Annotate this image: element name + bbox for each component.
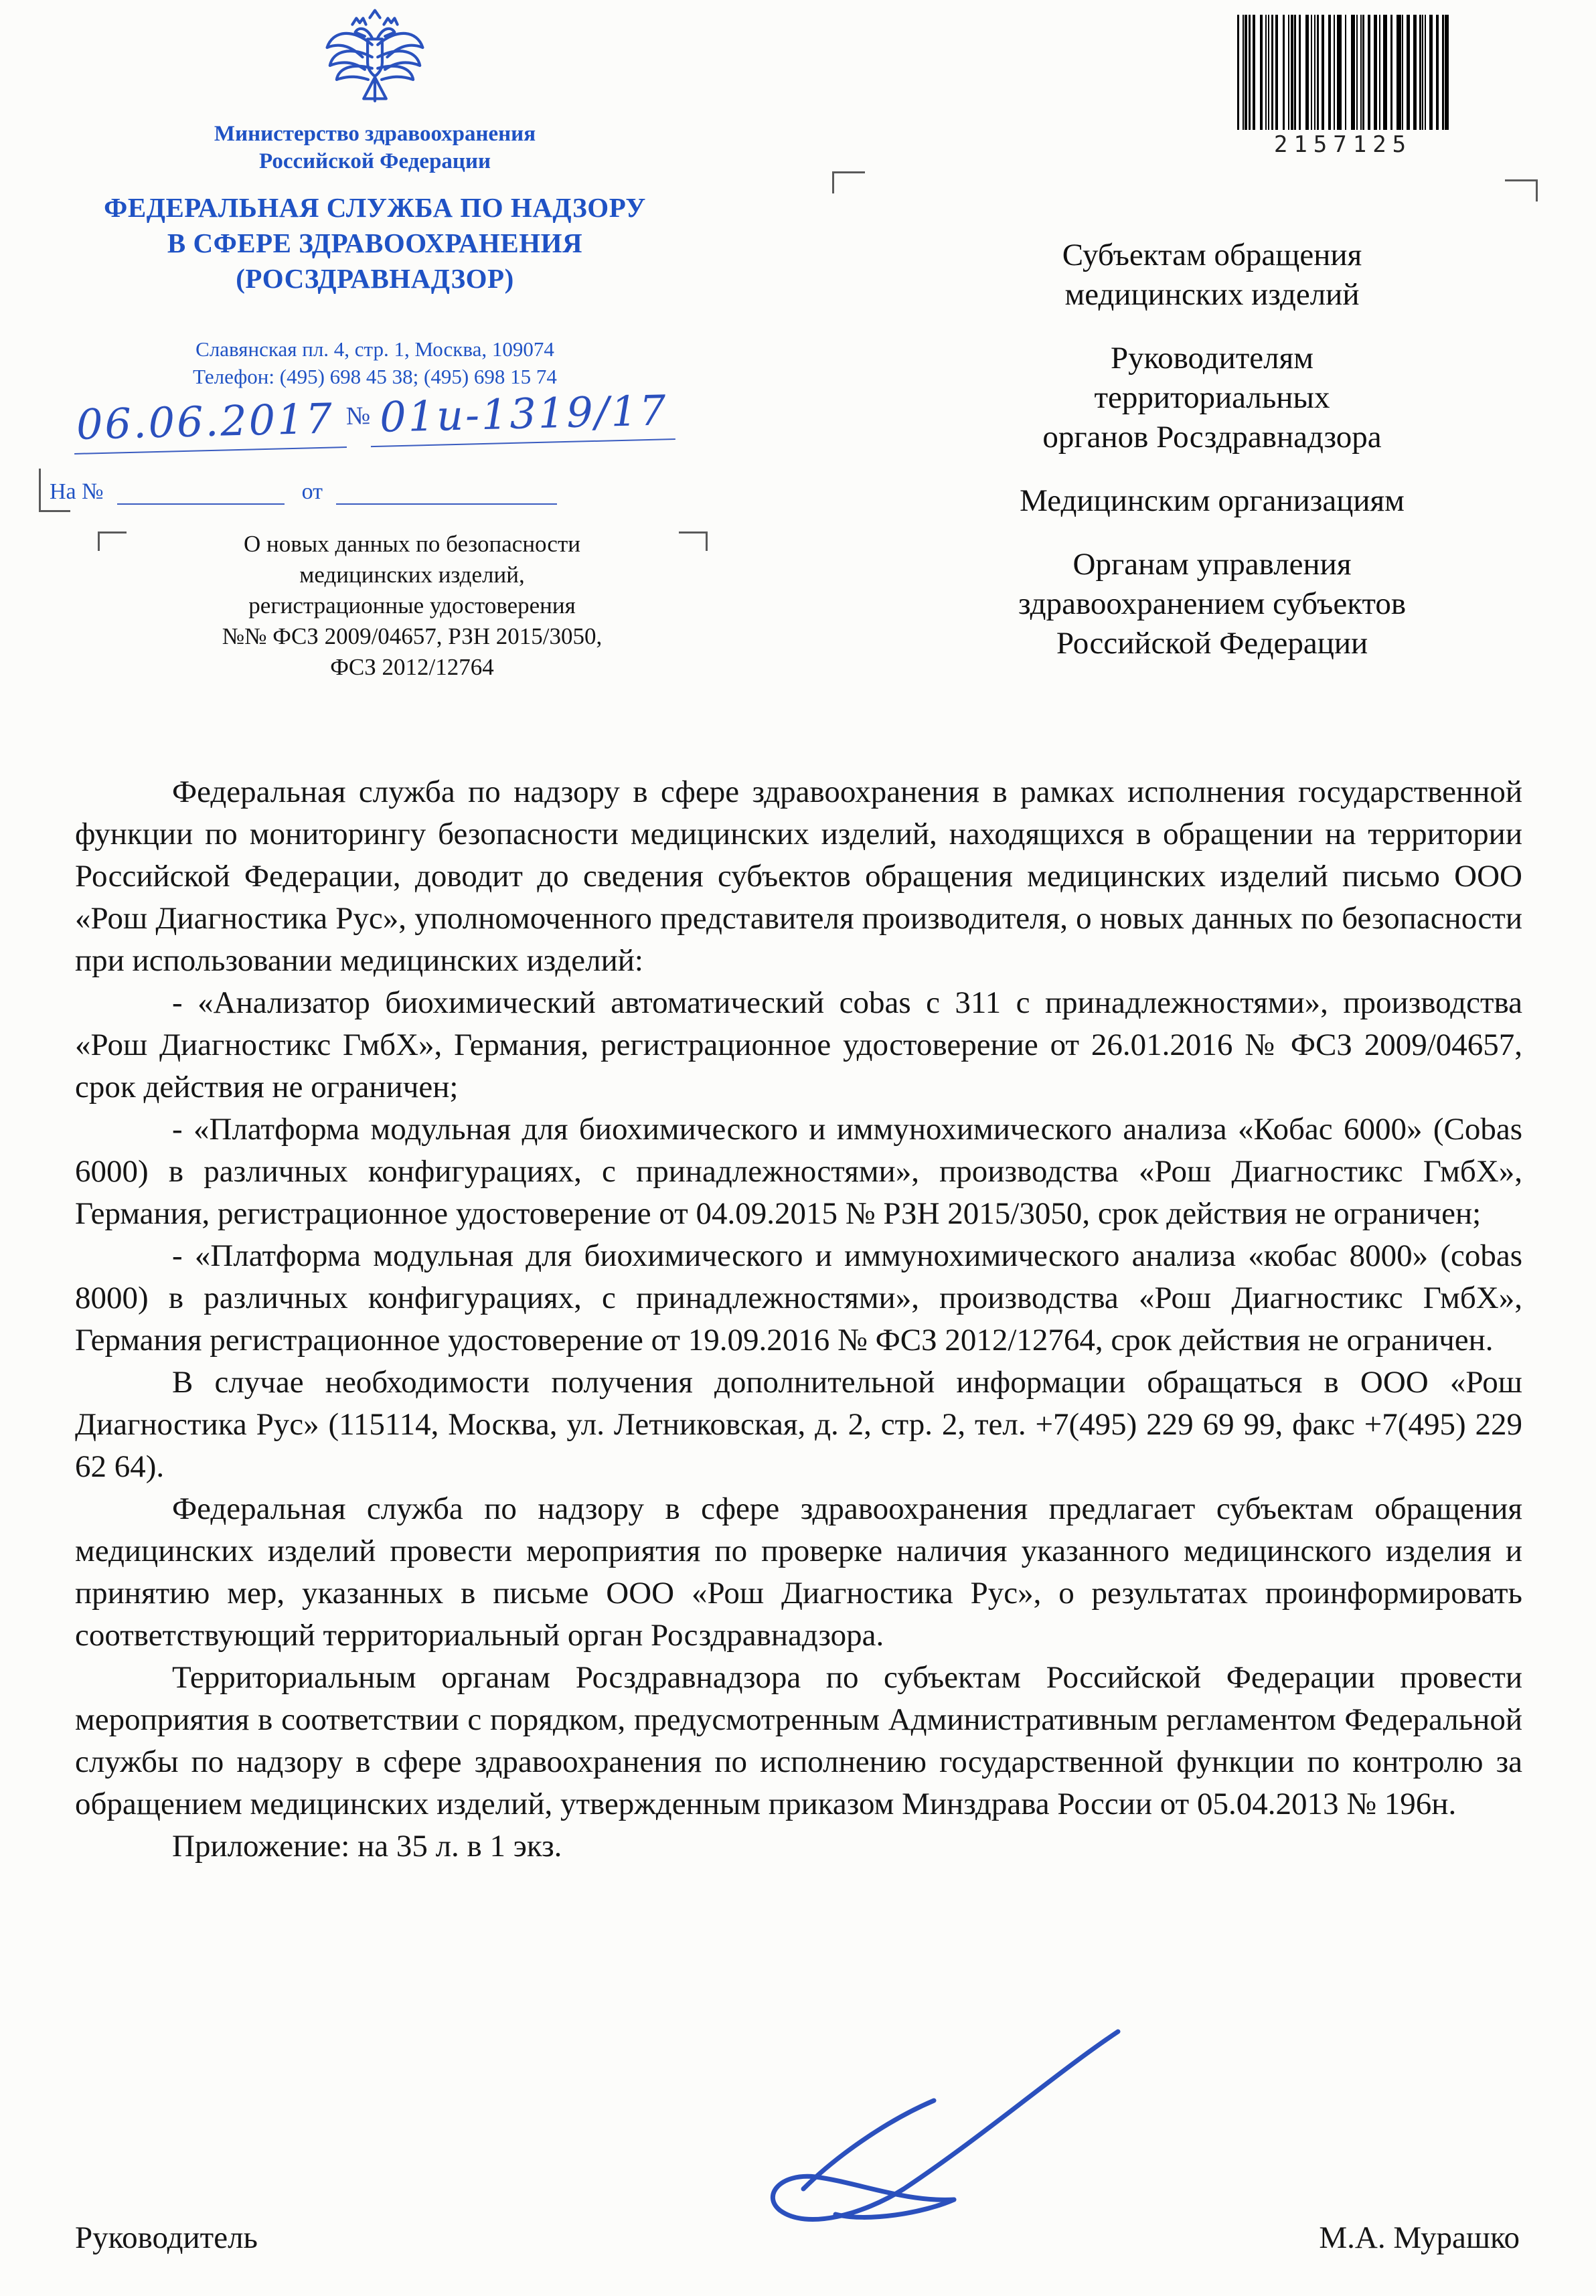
incoming-date-blank xyxy=(336,482,557,505)
addressee-line: органов Росздравнадзора xyxy=(1042,420,1382,455)
coat-of-arms-icon xyxy=(319,5,431,118)
attachment-note: Приложение: на 35 л. в 1 экз. xyxy=(172,1829,562,1864)
phone-line: Телефон: (495) 698 45 38; (495) 698 15 74 xyxy=(193,365,557,388)
corner-mark-reference-left xyxy=(39,469,70,512)
letter-body xyxy=(75,771,1522,1868)
paragraph-device-2: - «Платформа модульная для биохимического и иммунохимического анализа «Кобас 6000» (Cobas 6000) в различных конфигурациях, с принадлежностями», производства «Рош Диагностикс ГмбХ», Германия, регистрационное удостоверение от 04.09.2015 № РЗН 2015/3050, срок действия не ограничен; xyxy=(75,1112,1522,1231)
from-label: от xyxy=(301,479,323,504)
subject-block xyxy=(112,529,712,683)
addressee-line: здравоохранением субъектов xyxy=(1018,586,1407,621)
number-sign: № xyxy=(345,402,371,431)
addressee-line: территориальных xyxy=(1094,380,1330,415)
subject-line-5: ФСЗ 2012/12764 xyxy=(330,654,494,680)
ministry-line-1: Министерство здравоохранения xyxy=(214,122,536,146)
subject-line-4: №№ ФСЗ 2009/04657, РЗН 2015/3050, xyxy=(222,623,603,649)
service-line-3: (РОСЗДРАВНАДЗОР) xyxy=(236,263,514,294)
paragraph-instruction-territorial: Территориальным органам Росздравнадзора по субъектам Российской Федерации провести мероприятия в соответствии с порядком, предусмотренным Административным регламентом Федеральной службы по надзору в сфере здравоохранения по исполнению государственной функции по контролю за обращением медицинских изделий, утвержденным приказом Минздрава России от 05.04.2013 № 196н. xyxy=(75,1660,1522,1821)
corner-mark-addressee-right xyxy=(1505,179,1538,201)
addressee-line: Руководителям xyxy=(1111,341,1313,376)
ministry-name xyxy=(27,120,723,175)
barcode-digits: 2157125 xyxy=(1273,131,1413,158)
paragraph-contact-info: В случае необходимости получения дополнительной информации обращаться в ООО «Рош Диагностика Рус» (115114, Москва, ул. Летниковская, д. 2, стр. 2, тел. +7(495) 229 69 99, факс +7(495) 229 62 64). xyxy=(75,1365,1522,1484)
paragraph-device-3: - «Платформа модульная для биохимического и иммунохимического анализа «кобас 8000» (cobas 8000) в различных конфигурациях, с принадлежностями», производства «Рош Диагностикс ГмбХ», Германия регистрационное удостоверение от 19.09.2016 № ФСЗ 2012/12764, срок действия не ограничен. xyxy=(75,1238,1522,1358)
address-line: Славянская пл. 4, стр. 1, Москва, 109074 xyxy=(195,337,554,361)
addressee-subjects xyxy=(909,236,1515,315)
paragraph-intro: Федеральная служба по надзору в сфере здравоохранения в рамках исполнения государственной функции по мониторингу безопасности медицинских изделий, находящихся в обращении на территории Российской Федерации, доводит до сведения субъектов обращения медицинских изделий письмо ООО «Рош Диагностика Рус», уполномоченного представителя производителя, о новых данных по безопасности при использовании медицинских изделий: xyxy=(75,774,1522,978)
addressee-block xyxy=(909,236,1515,687)
subject-line-1: О новых данных по безопасности xyxy=(244,531,580,557)
service-line-2: В СФЕРЕ ЗДРАВООХРАНЕНИЯ xyxy=(167,228,583,258)
outgoing-reference-line xyxy=(73,384,730,455)
addressee-line: Медицинским организациям xyxy=(1020,483,1405,518)
addressee-territorial-heads xyxy=(909,339,1515,457)
corner-mark-addressee-left xyxy=(832,171,865,193)
service-line-1: ФЕДЕРАЛЬНАЯ СЛУЖБА ПО НАДЗОРУ xyxy=(104,192,646,223)
subject-line-2: медицинских изделий, xyxy=(299,562,525,588)
addressee-line: Российской Федерации xyxy=(1056,626,1368,661)
addressee-line: медицинских изделий xyxy=(1064,277,1360,312)
service-name xyxy=(27,190,723,297)
signer-name: М.А. Мурашко xyxy=(1319,2220,1520,2255)
incoming-number-blank xyxy=(117,482,285,505)
handwritten-date: 06.06.2017 xyxy=(73,394,347,455)
addressee-medical-organizations xyxy=(909,481,1515,521)
addressee-health-authorities xyxy=(909,545,1515,663)
signer-title: Руководитель xyxy=(75,2220,258,2255)
incoming-label: На № xyxy=(50,479,104,504)
handwritten-signature xyxy=(696,2022,1151,2263)
contact-block xyxy=(27,335,723,390)
paragraph-instruction-subjects: Федеральная служба по надзору в сфере здравоохранения предлагает субъектам обращения медицинских изделий провести мероприятия по проверке наличия указанного медицинского изделия и принятию мер, указанных в письме ООО «Рош Диагностика Рус», о результатах проинформировать соответствующий территориальный орган Росздравнадзора. xyxy=(75,1491,1522,1653)
addressee-line: Органам управления xyxy=(1072,547,1352,582)
handwritten-number: 01и-1319/17 xyxy=(370,386,675,447)
subject-line-3: регистрационные удостоверения xyxy=(248,592,576,619)
addressee-line: Субъектам обращения xyxy=(1062,238,1362,272)
barcode xyxy=(1237,15,1449,130)
incoming-reference-line xyxy=(50,479,557,505)
letterhead xyxy=(27,5,723,390)
paragraph-device-1: - «Анализатор биохимический автоматический cobas c 311 с принадлежностями», производства «Рош Диагностикс ГмбХ», Германия, регистрационное удостоверение от 26.01.2016 № ФСЗ 2009/04657, срок действия не ограничен; xyxy=(75,985,1522,1104)
ministry-line-2: Российской Федерации xyxy=(259,149,491,173)
